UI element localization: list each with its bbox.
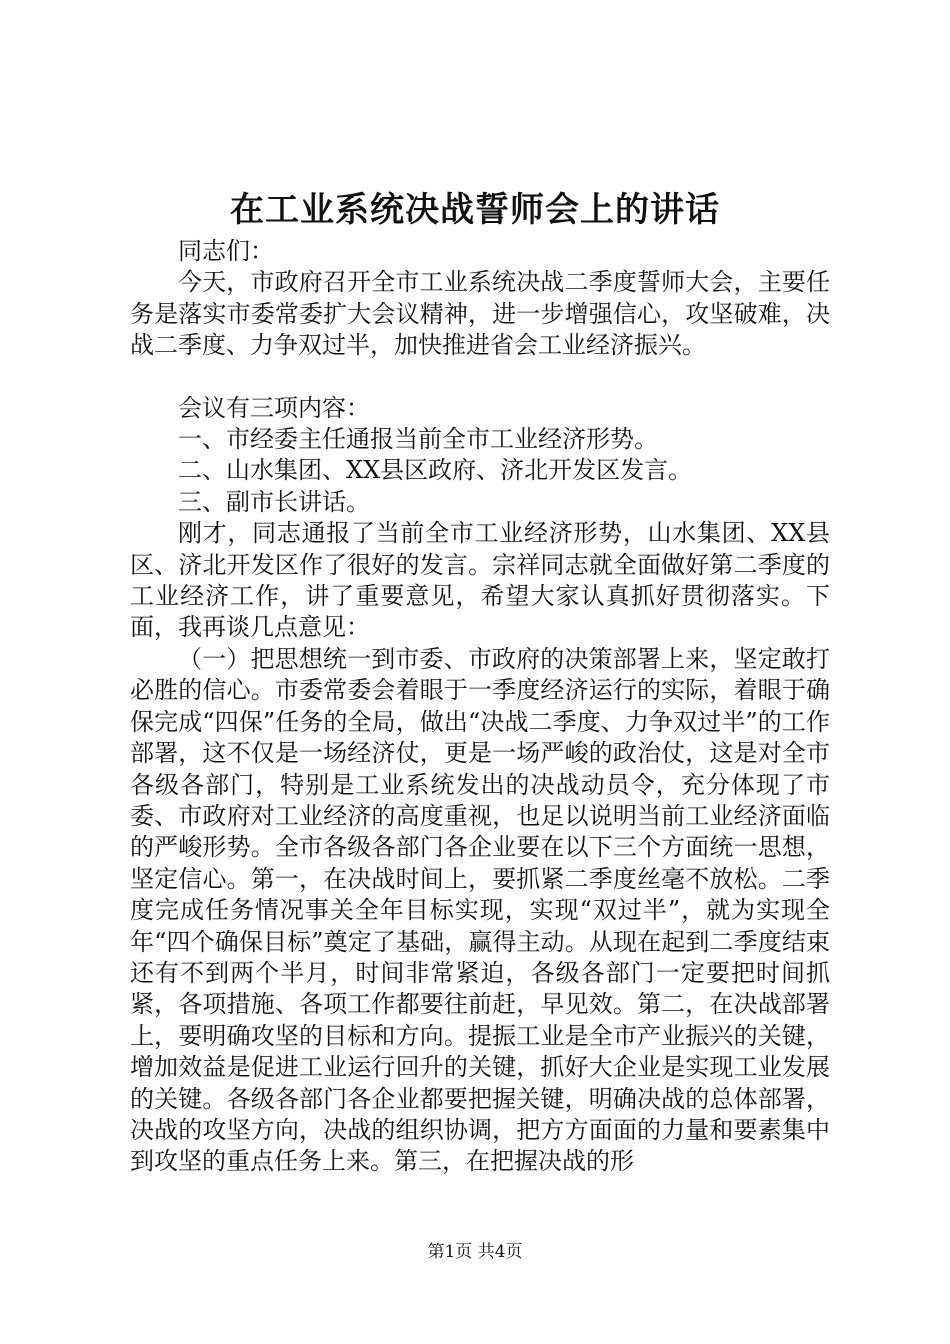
agenda-item-2: 二、山水集团、XX县区政府、济北开发区发言。 — [178, 456, 693, 485]
agenda-item-3: 三、副市长讲话。 — [178, 487, 370, 516]
salutation: 同志们： — [178, 237, 274, 265]
paragraph-summary: 刚才，同志通报了当前全市工业经济形势，山水集团、XX县区、济北开发区作了很好的发言。宗祥同志就全面做好第二季度的工业经济工作，讲了重要意见，希望大家认真抓好贯彻落实。下面，我再谈几点意见： — [130, 519, 830, 642]
document-body — [130, 236, 830, 1178]
paragraph-agenda-heading: 会议有三项内容： — [178, 393, 370, 422]
agenda-item-1: 一、市经委主任通报当前全市工业经济形势。 — [178, 425, 658, 454]
page-footer: 第1页 共4页 — [427, 1242, 523, 1262]
document-title: 在工业系统决战誓师会上的讲话 — [230, 190, 720, 230]
paragraph-intro: 今天，市政府召开全市工业系统决战二季度誓师大会，主要任务是落实市委常委扩大会议精神，进一步增强信心，攻坚破难，决战二季度、力争双过半，加快推进省会工业经济振兴。 — [130, 268, 830, 360]
paragraph-section-1: （一）把思想统一到市委、市政府的决策部署上来，坚定敢打必胜的信心。市委常委会着眼于一季度经济运行的实际，着眼于确保完成“四保”任务的全局，做出“决战二季度、力争双过半”的工作部署，这不仅是一场经济仗，更是一场严峻的政治仗，这是对全市各级各部门，特别是工业系统发出的决战动员令，充分体现了市委、市政府对工业经济的高度重视，也足以说明当前工业经济面临的严峻形势。全市各级各部门各企业要在以下三个方面统一思想，坚定信心。第一，在决战时间上，要抓紧二季度丝毫不放松。二季度完成任务情况事关全年目标实现，实现“双过半”，就为实现全年“四个确保目标”奠定了基础，赢得主动。从现在起到二季度结束还有不到两个半月，时间非常紧迫，各级各部门一定要把时间抓紧，各项措施、各项工作都要往前赶，早见效。第二，在决战部署上，要明确攻坚的目标和方向。提振工业是全市产业振兴的关键，增加效益是促进工业运行回升的关键，抓好大企业是实现工业发展的关键。各级各部门各企业都要把握关键，明确决战的总体部署，决战的攻坚方向，决战的组织协调，把方方面面的力量和要素集中到攻坚的重点任务上来。第三，在把握决战的形 — [130, 644, 830, 1176]
